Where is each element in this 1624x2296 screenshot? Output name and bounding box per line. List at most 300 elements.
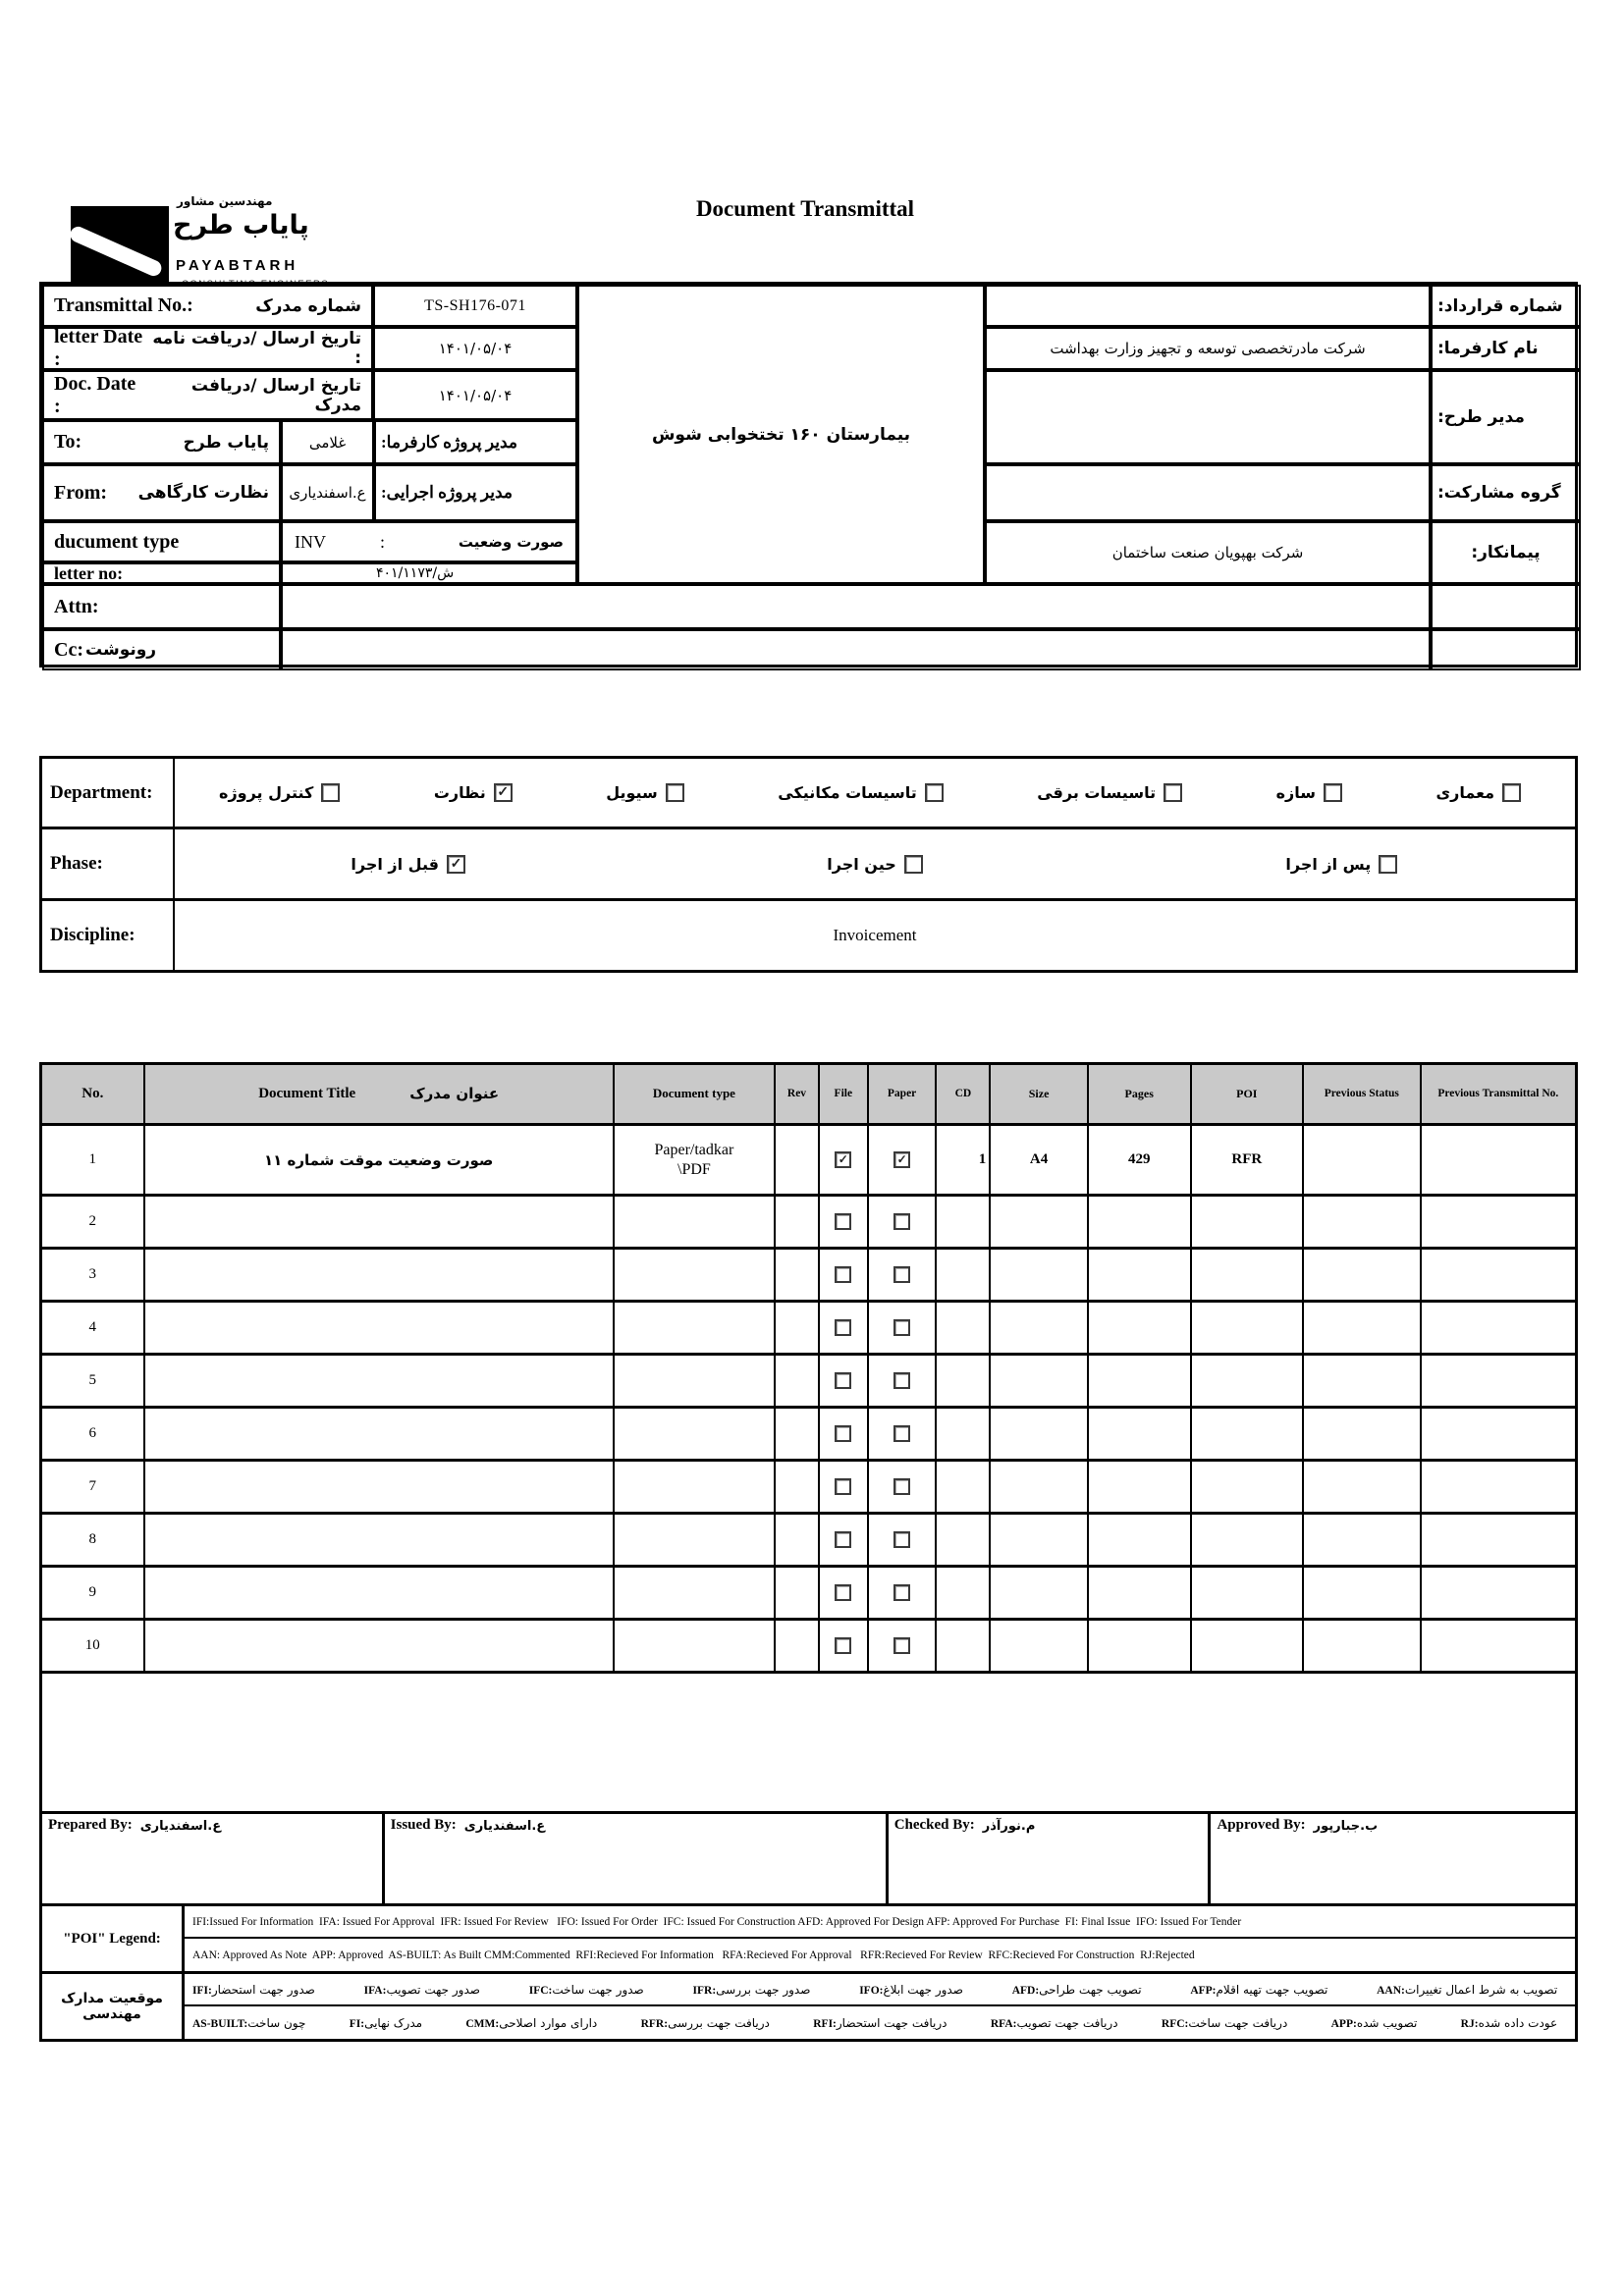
paper-checkbox[interactable] <box>893 1584 910 1601</box>
legend-code: RFA: <box>990 2017 1017 2030</box>
cell-cd <box>937 1250 991 1300</box>
jv-group-label: گروه مشارکت: <box>1431 464 1581 521</box>
design-manager-label: مدیر طرح: <box>1431 370 1581 464</box>
cell-no: 5 <box>42 1356 145 1406</box>
legend-item <box>529 1983 648 1997</box>
signatures-row <box>42 1814 1575 1906</box>
cell-poi <box>1192 1197 1305 1247</box>
department-option <box>434 783 513 802</box>
letter-date-label-en: letter Date : <box>54 327 143 370</box>
legend-code: RJ: <box>1460 2017 1479 2030</box>
legend-item <box>192 1983 319 1997</box>
cell-poi <box>1192 1409 1305 1459</box>
phase-option <box>827 855 922 874</box>
issued-by-name: ع.اسفندیاری <box>463 1819 546 1834</box>
cell-doctype <box>615 1303 776 1353</box>
cell-size <box>991 1356 1089 1406</box>
jv-group-value <box>985 464 1431 521</box>
file-checkbox[interactable] <box>835 1478 851 1495</box>
cell-size <box>991 1409 1089 1459</box>
cell-rev <box>776 1409 820 1459</box>
cell-title <box>145 1409 615 1459</box>
col-header-file: File <box>820 1065 869 1123</box>
phase-option <box>351 855 465 874</box>
phase-option <box>1285 855 1397 874</box>
cc-label: Cc: <box>54 638 83 661</box>
col-header-title-en: Document Title <box>258 1086 356 1102</box>
file-checkbox[interactable] <box>835 1584 851 1601</box>
cell-cd <box>937 1568 991 1618</box>
department-option <box>606 783 684 802</box>
department-checkbox[interactable] <box>666 783 684 802</box>
cell-poi <box>1192 1568 1305 1618</box>
legend-item <box>1190 1983 1331 1997</box>
cell-prev_transmittal <box>1422 1126 1575 1194</box>
legend-text: مدرک نهایی <box>364 2015 426 2030</box>
legend-text: دریافت جهت بررسی <box>668 2015 774 2030</box>
cell-file <box>820 1303 869 1353</box>
legend-item <box>1162 2016 1291 2030</box>
paper-checkbox[interactable]: ✓ <box>893 1151 910 1168</box>
poi-legend-label: "POI" Legend: <box>42 1906 185 1971</box>
contractor-value: شرکت بهپویان صنعت ساختمان <box>985 521 1431 584</box>
legend-code: RFR: <box>640 2017 669 2030</box>
cell-paper <box>869 1356 938 1406</box>
paper-checkbox[interactable] <box>893 1213 910 1230</box>
cell-cd <box>937 1409 991 1459</box>
table-row <box>42 1197 1575 1250</box>
to-person: غلامی <box>281 420 374 464</box>
legend-text: صدور جهت استحضار <box>211 1982 319 1997</box>
cell-pages <box>1089 1303 1192 1353</box>
cell-file <box>820 1126 869 1194</box>
legend-item <box>1461 2016 1561 2030</box>
table-row <box>42 1250 1575 1303</box>
from-label: From: <box>54 481 108 504</box>
file-checkbox[interactable] <box>835 1637 851 1654</box>
cell-size <box>991 1303 1089 1353</box>
phase-option-label: قبل از اجرا <box>351 854 439 874</box>
checked-by-label: Checked By: <box>893 1817 975 1833</box>
cell-paper <box>869 1303 938 1353</box>
client-name-label: نام کارفرما: <box>1431 327 1581 370</box>
logo-brand-en: PAYABTARH <box>176 257 299 274</box>
table-row <box>42 1621 1575 1674</box>
legend-code: RFC: <box>1161 2017 1189 2030</box>
legend-text: چون ساخت <box>247 2015 310 2030</box>
legend-item <box>1012 1983 1146 1997</box>
legend-item <box>813 2016 950 2030</box>
cell-prev_status <box>1304 1568 1422 1618</box>
logo-subtitle: CONSULTING ENGINEERS <box>182 279 330 290</box>
cell-rev <box>776 1568 820 1618</box>
phase-checkbox[interactable] <box>1379 855 1397 874</box>
cell-pages: 429 <box>1089 1126 1192 1194</box>
department-checkbox[interactable] <box>925 783 944 802</box>
department-checkbox[interactable] <box>1502 783 1521 802</box>
department-option-label: نظارت <box>433 783 486 802</box>
department-checkbox[interactable] <box>321 783 340 802</box>
col-header-prev-transmittal: Previous Transmittal No. <box>1437 1088 1559 1100</box>
col-header-doctype: Document type <box>615 1065 776 1123</box>
paper-checkbox[interactable] <box>893 1372 910 1389</box>
letter-no-value: ش/۴۰۱/۱۱۷۳ <box>281 562 577 584</box>
paper-checkbox[interactable] <box>893 1319 910 1336</box>
cell-pages <box>1089 1515 1192 1565</box>
legend-code: AAN: <box>1377 1984 1405 1997</box>
cell-cd <box>937 1197 991 1247</box>
cell-poi <box>1192 1462 1305 1512</box>
cell-size <box>991 1515 1089 1565</box>
cell-cd: 1 <box>937 1126 991 1194</box>
cell-no: 9 <box>42 1568 145 1618</box>
legend-text: صدور جهت ابلاغ <box>883 1982 967 1997</box>
cell-size <box>991 1568 1089 1618</box>
phase-checkbox[interactable] <box>904 855 923 874</box>
paper-checkbox[interactable] <box>893 1425 910 1442</box>
cell-doctype <box>615 1462 776 1512</box>
transmittal-no-label-cell <box>42 285 373 327</box>
legend-text: صدور جهت تصویب <box>386 1982 484 1997</box>
attn-label: Attn: <box>54 595 99 617</box>
poi-legend-line-1: IFI:Issued For Information IFA: Issued For Approval IFR: Issued For Review IFO: Issued For Order IFC: Issued For Construction AFD: Approved For Design AFP: Approved For Purchase FI: Final Issue IFO: Issued For Tender <box>185 1906 1575 1939</box>
project-name: بیمارستان ۱۶۰ تختخوابی شوش <box>577 285 985 584</box>
logo-swoosh-icon <box>71 206 169 287</box>
cell-prev_transmittal <box>1422 1621 1575 1671</box>
logo-tagline: مهندسین مشاور <box>177 194 273 208</box>
col-header-title <box>145 1065 615 1123</box>
cell-prev_status <box>1304 1515 1422 1565</box>
department-options <box>175 759 1575 827</box>
legend-item <box>364 1983 484 1997</box>
cell-paper <box>869 1197 938 1247</box>
cell-rev <box>776 1250 820 1300</box>
cell-cd <box>937 1356 991 1406</box>
cell-cd <box>937 1621 991 1671</box>
cell-doctype <box>615 1515 776 1565</box>
cell-file <box>820 1409 869 1459</box>
legend-item <box>641 2016 774 2030</box>
legend-item <box>192 2016 309 2030</box>
phase-label: Phase: <box>42 829 175 898</box>
phase-options <box>175 829 1575 898</box>
cell-no: 10 <box>42 1621 145 1671</box>
fa-legend-row-2 <box>185 2006 1575 2039</box>
cell-rev <box>776 1462 820 1512</box>
cell-file <box>820 1356 869 1406</box>
legend-code: AS-BUILT: <box>192 2017 248 2030</box>
department-checkbox[interactable] <box>1324 783 1342 802</box>
classification-section <box>39 756 1578 973</box>
logo-brand-fa: پایاب طرح <box>173 210 309 240</box>
checked-by-cell <box>889 1814 1212 1903</box>
cell-title <box>145 1568 615 1618</box>
from-label-cell <box>42 464 281 521</box>
file-checkbox[interactable]: ✓ <box>835 1151 851 1168</box>
department-option-label: تاسیسات مکانیکی <box>778 783 917 802</box>
doctype-fa: صورت وضعیت <box>458 533 564 551</box>
legend-text: تصویب جهت تهیه اقلام <box>1216 1982 1332 1997</box>
department-option <box>778 783 943 802</box>
from-source: نظارت کارگاهی <box>137 483 269 503</box>
cell-file <box>820 1621 869 1671</box>
cell-size <box>991 1462 1089 1512</box>
cell-cd <box>937 1303 991 1353</box>
table-row <box>42 1356 1575 1409</box>
cell-size <box>991 1197 1089 1247</box>
cell-prev_transmittal <box>1422 1568 1575 1618</box>
legend-item <box>991 2016 1122 2030</box>
letter-date-label-fa: تاریخ ارسال /دریافت نامه : <box>152 329 361 368</box>
table-row <box>42 1462 1575 1515</box>
cell-pages <box>1089 1250 1192 1300</box>
department-option-label: کنترل پروژه <box>219 783 314 802</box>
to-role-label: مدیر پروژه کارفرما: <box>374 420 577 464</box>
department-checkbox[interactable]: ✓ <box>494 783 513 802</box>
legend-code: APP: <box>1330 2017 1357 2030</box>
cell-file <box>820 1250 869 1300</box>
fa-legend-section <box>42 1974 1575 2039</box>
paper-checkbox[interactable] <box>893 1531 910 1548</box>
cell-file <box>820 1462 869 1512</box>
legend-text: صدور جهت ساخت <box>552 1982 648 1997</box>
paper-checkbox[interactable] <box>893 1266 910 1283</box>
cell-paper <box>869 1126 938 1194</box>
cell-no: 8 <box>42 1515 145 1565</box>
contract-no-value <box>985 285 1431 327</box>
legend-code: AFP: <box>1190 1984 1217 1997</box>
cell-size <box>991 1621 1089 1671</box>
cell-prev_status <box>1304 1126 1422 1194</box>
letter-no-label: letter no: <box>54 562 124 583</box>
legend-code: AFD: <box>1011 1984 1040 1997</box>
cell-pages <box>1089 1356 1192 1406</box>
from-person: ع.اسفندیاری <box>281 464 374 521</box>
doc-date-label-en: Doc. Date : <box>54 372 136 417</box>
cell-title <box>145 1621 615 1671</box>
doctype-code: INV <box>295 531 326 552</box>
issued-by-cell <box>385 1814 889 1903</box>
legend-code: IFR: <box>692 1984 717 1997</box>
file-checkbox[interactable] <box>835 1319 851 1336</box>
cell-no: 2 <box>42 1197 145 1247</box>
legend-text: دارای موارد اصلاحی <box>499 2015 602 2030</box>
legend-text: تصویب شده <box>1356 2015 1422 2030</box>
legend-item <box>1377 1983 1561 1997</box>
client-name-value: شرکت مادرتخصصی توسعه و تجهیز وزارت بهداشت <box>985 327 1431 370</box>
cell-poi <box>1192 1250 1305 1300</box>
cell-prev_status <box>1304 1356 1422 1406</box>
cell-poi <box>1192 1356 1305 1406</box>
legend-code: FI: <box>349 2017 365 2030</box>
cell-prev_transmittal <box>1422 1197 1575 1247</box>
right-empty-cell-2 <box>1431 629 1581 670</box>
cell-size <box>991 1250 1089 1300</box>
attn-label-cell <box>42 584 281 629</box>
cell-no: 1 <box>42 1126 145 1194</box>
cc-label-cell <box>42 629 281 670</box>
legend-code: IFI: <box>192 1984 212 1997</box>
cell-cd <box>937 1462 991 1512</box>
cell-file <box>820 1515 869 1565</box>
fa-legend-label: موقعیت مدارک مهندسی <box>61 1991 163 2022</box>
col-header-cd: CD <box>937 1065 991 1123</box>
department-option <box>1276 783 1342 802</box>
table-row <box>42 1515 1575 1568</box>
legend-text: دریافت جهت استحضار <box>836 2015 951 2030</box>
from-role-label: مدیر پروژه اجرایی: <box>374 464 577 521</box>
cell-rev <box>776 1515 820 1565</box>
cell-paper <box>869 1621 938 1671</box>
cell-title <box>145 1356 615 1406</box>
file-checkbox[interactable] <box>835 1531 851 1548</box>
doctype-value-cell <box>281 521 577 562</box>
file-checkbox[interactable] <box>835 1425 851 1442</box>
cc-value <box>281 629 1431 670</box>
cell-title <box>145 1250 615 1300</box>
table-footer-spacer <box>42 1674 1575 1814</box>
paper-checkbox[interactable] <box>893 1637 910 1654</box>
design-manager-value <box>985 370 1431 464</box>
document-table <box>39 1062 1578 2042</box>
department-option <box>1037 783 1182 802</box>
prepared-by-name: ع.اسفندیاری <box>139 1819 222 1834</box>
checked-by-name: م.نورآذر <box>982 1819 1036 1834</box>
discipline-row <box>42 901 1575 970</box>
cell-prev_transmittal <box>1422 1250 1575 1300</box>
approved-by-name: ب.جبارپور <box>1313 1819 1379 1834</box>
cell-prev_status <box>1304 1462 1422 1512</box>
cell-paper <box>869 1462 938 1512</box>
table-row <box>42 1303 1575 1356</box>
cell-doctype <box>615 1621 776 1671</box>
cell-paper <box>869 1409 938 1459</box>
legend-item <box>465 2016 601 2030</box>
transmittal-no-label-en: Transmittal No.: <box>54 294 193 316</box>
department-option <box>219 783 340 802</box>
cell-size: A4 <box>991 1126 1089 1194</box>
cell-no: 3 <box>42 1250 145 1300</box>
cell-prev_transmittal <box>1422 1303 1575 1353</box>
legend-item <box>350 2016 426 2030</box>
col-header-title-fa: عنوان مدرک <box>409 1085 500 1103</box>
doc-date-value: ۱۴۰۱/۰۵/۰۴ <box>373 370 577 420</box>
letter-no-label-cell <box>42 562 281 584</box>
file-checkbox[interactable] <box>835 1213 851 1230</box>
legend-code: IFO: <box>859 1984 884 1997</box>
table-row <box>42 1126 1575 1197</box>
legend-text: تصویب جهت طراحی <box>1039 1982 1146 1997</box>
cell-prev_status <box>1304 1250 1422 1300</box>
header-table <box>39 282 1578 667</box>
col-header-paper: Paper <box>869 1065 938 1123</box>
doc-date-label-cell <box>42 370 373 420</box>
prepared-by-cell <box>42 1814 385 1903</box>
cell-poi <box>1192 1515 1305 1565</box>
legend-item <box>693 1983 815 1997</box>
cc-label-fa: رونوشت <box>84 640 157 660</box>
file-checkbox[interactable] <box>835 1266 851 1283</box>
legend-text: دریافت جهت ساخت <box>1188 2015 1292 2030</box>
cell-title <box>145 1462 615 1512</box>
cell-title <box>145 1303 615 1353</box>
fa-legend-row-1 <box>185 1974 1575 2006</box>
approved-by-cell <box>1211 1814 1575 1903</box>
cell-no: 6 <box>42 1409 145 1459</box>
cell-prev_transmittal <box>1422 1356 1575 1406</box>
cell-prev_status <box>1304 1621 1422 1671</box>
cell-doctype <box>615 1409 776 1459</box>
discipline-value: Invoicement <box>833 926 917 944</box>
cell-doctype <box>615 1356 776 1406</box>
department-label: Department: <box>42 759 175 827</box>
discipline-label: Discipline: <box>42 901 175 970</box>
legend-code: IFA: <box>363 1984 387 1997</box>
cell-doctype <box>615 1197 776 1247</box>
letter-date-value: ۱۴۰۱/۰۵/۰۴ <box>373 327 577 370</box>
cell-file <box>820 1197 869 1247</box>
prepared-by-label: Prepared By: <box>48 1817 133 1833</box>
cell-poi <box>1192 1303 1305 1353</box>
cell-prev_status <box>1304 1197 1422 1247</box>
cell-pages <box>1089 1197 1192 1247</box>
phase-checkbox[interactable]: ✓ <box>447 855 465 874</box>
col-header-poi: POI <box>1192 1065 1305 1123</box>
cell-paper <box>869 1515 938 1565</box>
right-empty-cell-1 <box>1431 584 1581 629</box>
department-checkbox[interactable] <box>1164 783 1182 802</box>
table-header-row <box>42 1065 1575 1126</box>
doc-date-label-fa: تاریخ ارسال /دریافت مدرک <box>190 375 361 415</box>
phase-row <box>42 829 1575 901</box>
cell-pages <box>1089 1568 1192 1618</box>
phase-option-label: حین اجرا <box>827 854 896 874</box>
table-row <box>42 1568 1575 1621</box>
paper-checkbox[interactable] <box>893 1478 910 1495</box>
doctype-label: ducument type <box>54 530 180 553</box>
poi-legend-section <box>42 1906 1575 1974</box>
doctype-label-cell <box>42 521 281 562</box>
file-checkbox[interactable] <box>835 1372 851 1389</box>
cell-prev_transmittal <box>1422 1515 1575 1565</box>
cell-prev_transmittal <box>1422 1409 1575 1459</box>
col-header-rev: Rev <box>776 1065 820 1123</box>
to-destination: پایاب طرح <box>183 432 269 453</box>
transmittal-no-value: TS-SH176-071 <box>373 285 577 327</box>
department-option-label: تاسیسات برقی <box>1037 783 1157 802</box>
cell-title <box>145 1197 615 1247</box>
department-option-label: معماری <box>1435 783 1494 802</box>
legend-text: دریافت جهت تصویب <box>1016 2015 1122 2030</box>
table-body <box>42 1126 1575 1674</box>
legend-text: عودت داده شده <box>1478 2015 1561 2030</box>
phase-option-label: پس از اجرا <box>1285 854 1372 874</box>
cell-doctype <box>615 1250 776 1300</box>
attn-value <box>281 584 1431 629</box>
department-option <box>1435 783 1521 802</box>
cell-rev <box>776 1356 820 1406</box>
contractor-label: پیمانکار: <box>1431 521 1581 584</box>
cell-file <box>820 1568 869 1618</box>
cell-paper <box>869 1250 938 1300</box>
cell-rev <box>776 1303 820 1353</box>
cell-poi: RFR <box>1192 1126 1305 1194</box>
cell-no: 4 <box>42 1303 145 1353</box>
department-option-label: سازه <box>1275 783 1316 802</box>
col-header-prev-status: Previous Status <box>1304 1065 1422 1123</box>
cell-doctype <box>615 1568 776 1618</box>
poi-legend-line-2: AAN: Approved As Note APP: Approved AS-BUILT: As Built CMM:Commented RFI:Recieved For Information RFA:Recieved For Approval RFR:Recieved For Review RFC:Recieved For Construction RJ:Rejected <box>192 1949 1195 1961</box>
